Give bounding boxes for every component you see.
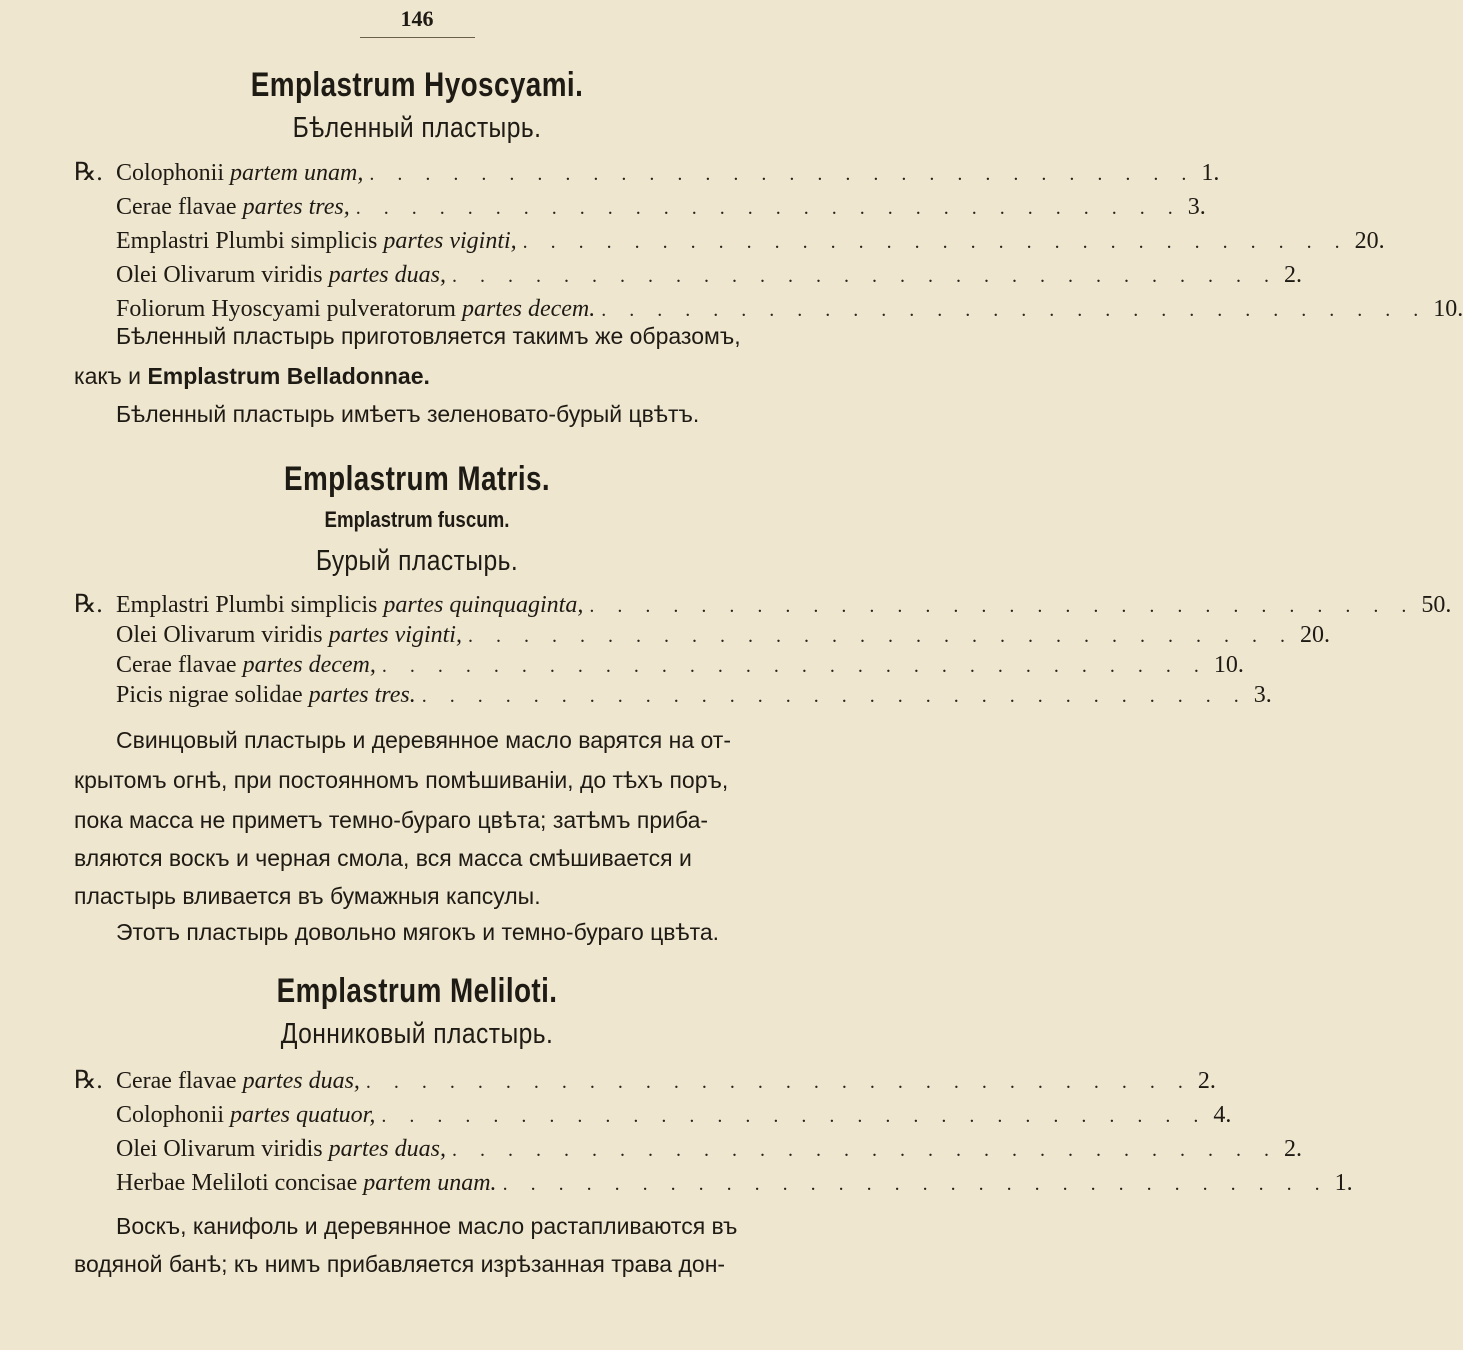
ingredient-part: partes duas, — [242, 1068, 360, 1094]
ingredient-part: partes duas, — [328, 1136, 446, 1162]
paragraph-line: Бѣленный пластырь имѣетъ зеленовато-бурый цвѣтъ. — [116, 401, 700, 427]
ingredient-qty: 2. — [1283, 262, 1302, 288]
leader-dots: . . . . . . . . . . . . . . . . . . . . . . . . . . . . . . — [502, 1173, 1329, 1195]
leader-dots: . . . . . . . . . . . . . . . . . . . . . . . . . . . . . . — [381, 1105, 1208, 1127]
leader-dots: . . . . . . . . . . . . . . . . . . . . . . . . . . . . . . — [369, 163, 1196, 185]
page-number: 146 — [400, 6, 434, 31]
ingredient-row — [116, 648, 1244, 682]
russian-title-hyoscyami: Бѣленный пластырь. — [292, 112, 542, 144]
ingredient-name: Emplastri Plumbi simplicis — [116, 592, 378, 618]
leader-dots: . . . . . . . . . . . . . . . . . . . . . . . . . . . . . . — [451, 265, 1278, 287]
text-run: какъ и — [74, 363, 148, 389]
recipe-symbol: ℞. — [74, 591, 103, 618]
paragraph-line — [74, 356, 808, 396]
ingredient-part: partes viginti, — [328, 622, 462, 648]
ingredient-row — [116, 156, 1220, 190]
ingredient-part: partes tres. — [308, 682, 416, 708]
paragraph-line: Свинцовый пластырь и деревянное масло варятся на от- — [116, 727, 731, 753]
ingredient-row — [116, 1166, 1353, 1200]
ingredient-name: Herbae Meliloti concisae — [116, 1170, 358, 1196]
leader-dots: . . . . . . . . . . . . . . . . . . . . . . . . . . . . . . — [365, 1071, 1192, 1093]
section-title-meliloti: Emplastrum Meliloti. — [276, 972, 558, 1010]
ingredient-qty: 50. — [1421, 592, 1452, 618]
ingredient-name: Colophonii — [116, 160, 225, 186]
ingredient-row — [116, 618, 1330, 652]
ingredient-name: Cerae flavae — [116, 652, 237, 678]
paragraph-line: крытомъ огнѣ, при постоянномъ помѣшиваніи, до тѣхъ поръ, — [74, 767, 729, 793]
recipe-symbol: ℞. — [74, 159, 103, 186]
ingredient-qty: 2. — [1197, 1068, 1216, 1094]
leader-dots: . . . . . . . . . . . . . . . . . . . . . . . . . . . . . . — [467, 625, 1294, 647]
ingredient-qty: 4. — [1213, 1102, 1232, 1128]
leader-dots: . . . . . . . . . . . . . . . . . . . . . . . . . . . . . . — [589, 595, 1416, 617]
latin-reference: Emplastrum Belladonnae. — [147, 363, 430, 389]
section-title-hyoscyami: Emplastrum Hyoscyami. — [250, 66, 584, 104]
ingredient-qty: 20. — [1299, 622, 1330, 648]
leader-dots: . . . . . . . . . . . . . . . . . . . . . . . . . . . . . . — [601, 299, 1428, 321]
ingredient-row — [116, 224, 1385, 258]
ingredient-row — [116, 678, 1272, 712]
ingredient-row — [116, 588, 1452, 622]
ingredient-part: partes decem. — [461, 296, 596, 322]
ingredient-qty: 3. — [1253, 682, 1272, 708]
ingredient-name: Cerae flavae — [116, 194, 237, 220]
section-subtitle-matris: Emplastrum fuscum. — [324, 507, 510, 532]
ingredient-name: Olei Olivarum viridis — [116, 262, 323, 288]
ingredient-row — [116, 1132, 1302, 1166]
paragraph-line: пока масса не приметъ темно-бураго цвѣта; затѣмъ приба- — [74, 807, 709, 833]
ingredient-part: partes tres, — [242, 194, 350, 220]
section-title-matris: Emplastrum Matris. — [283, 460, 551, 498]
paragraph-line: Этотъ пластырь довольно мягокъ и темно-бураго цвѣта. — [116, 919, 720, 945]
ingredient-qty: 2. — [1283, 1136, 1302, 1162]
leader-dots: . . . . . . . . . . . . . . . . . . . . . . . . . . . . . . — [355, 197, 1182, 219]
paragraph-line: Воскъ, канифоль и деревянное масло растапливаются въ — [116, 1213, 738, 1239]
paragraph-line: водяной банѣ; къ нимъ прибавляется изрѣзанная трава дон- — [74, 1251, 726, 1277]
russian-title-meliloti: Донниковый пластырь. — [280, 1018, 554, 1050]
ingredient-qty: 10. — [1213, 652, 1244, 678]
ingredient-qty: 1. — [1201, 160, 1220, 186]
ingredient-name: Colophonii — [116, 1102, 225, 1128]
ingredient-qty: 3. — [1187, 194, 1206, 220]
ingredient-qty: 10. — [1433, 296, 1463, 322]
leader-dots: . . . . . . . . . . . . . . . . . . . . . . . . . . . . . . — [451, 1139, 1278, 1161]
leader-dots: . . . . . . . . . . . . . . . . . . . . . . . . . . . . . . — [421, 685, 1248, 707]
russian-title-matris: Бурый пластырь. — [315, 545, 519, 577]
ingredient-name: Olei Olivarum viridis — [116, 1136, 323, 1162]
ingredient-row — [116, 1098, 1232, 1132]
ingredient-row — [116, 258, 1302, 292]
ingredient-name: Picis nigrae solidae — [116, 682, 303, 708]
ingredient-part: partes quatuor, — [230, 1102, 376, 1128]
ingredient-part: partes duas, — [328, 262, 446, 288]
leader-dots: . . . . . . . . . . . . . . . . . . . . . . . . . . . . . . — [381, 655, 1208, 677]
ingredient-name: Cerae flavae — [116, 1068, 237, 1094]
ingredient-part: partes decem, — [242, 652, 376, 678]
paragraph-line: пластырь вливается въ бумажныя капсулы. — [74, 883, 541, 909]
ingredient-qty: 1. — [1334, 1170, 1353, 1196]
ingredient-row — [116, 190, 1206, 224]
header-rule — [360, 37, 475, 38]
ingredient-part: partem unam. — [363, 1170, 497, 1196]
ingredient-part: partem unam, — [230, 160, 364, 186]
ingredient-part: partes viginti, — [383, 228, 517, 254]
paragraph-line: вляются воскъ и черная смола, вся масса смѣшивается и — [74, 845, 692, 871]
paragraph-line: Бѣленный пластырь приготовляется такимъ же образомъ, — [116, 323, 741, 349]
recipe-symbol: ℞. — [74, 1067, 103, 1094]
ingredient-name: Emplastri Plumbi simplicis — [116, 228, 378, 254]
ingredient-qty: 20. — [1354, 228, 1385, 254]
ingredient-name: Olei Olivarum viridis — [116, 622, 323, 648]
ingredient-name: Foliorum Hyoscyami pulveratorum — [116, 296, 456, 322]
ingredient-row — [116, 1064, 1216, 1098]
ingredient-part: partes quinquaginta, — [383, 592, 584, 618]
leader-dots: . . . . . . . . . . . . . . . . . . . . . . . . . . . . . . — [522, 231, 1349, 253]
